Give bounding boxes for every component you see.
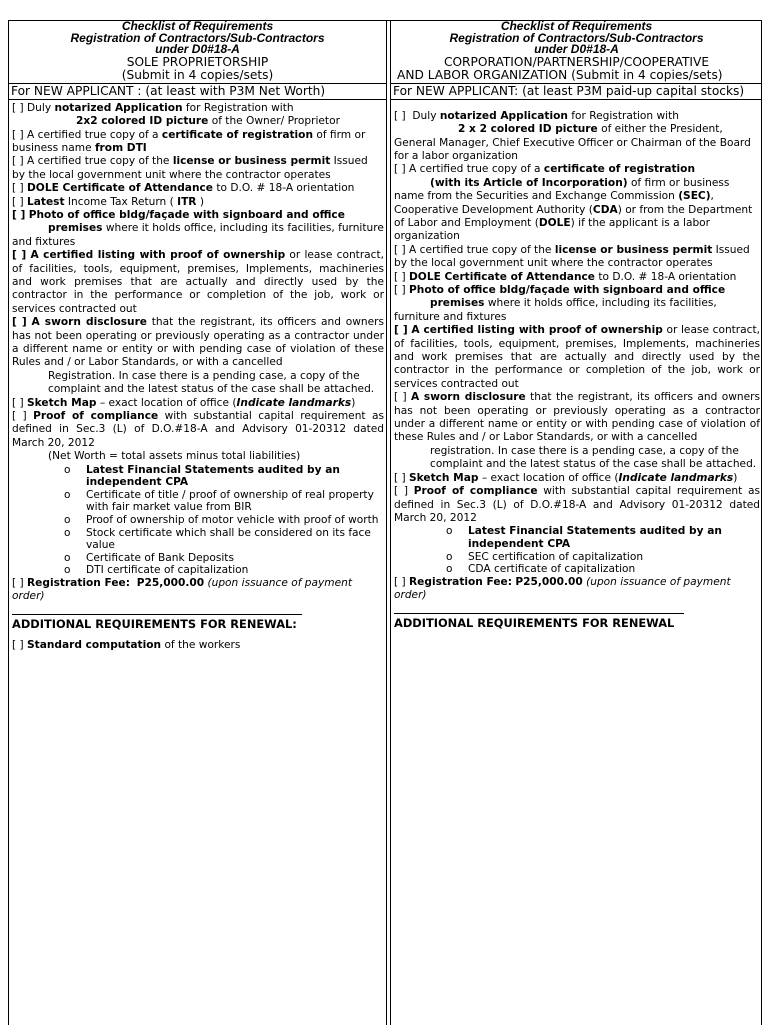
list-item [394, 525, 760, 550]
sole-proprietorship-column [9, 21, 387, 1025]
text: to D.O. # 18-A orientation [212, 182, 355, 195]
requirement-notarized-application [12, 102, 384, 129]
text-bold: premises [430, 297, 485, 310]
right-new-applicant-heading: For NEW APPLICANT: (at least P3M paid-up capital stocks) [391, 84, 762, 99]
left-title [9, 56, 386, 85]
text-bold: CDA [592, 203, 618, 216]
text-bold: license or business permit [554, 243, 713, 256]
text: ) [733, 471, 738, 484]
text: Proof of ownership of motor vehicle with proof of worth [86, 514, 379, 527]
text-bold: license or business permit [172, 155, 331, 168]
net-worth-note: (Net Worth = total assets minus total liabilities) [48, 450, 301, 463]
checkbox[interactable]: [ ] [12, 101, 24, 114]
list-item [12, 527, 384, 552]
left-proof-sublist [12, 464, 384, 577]
text-bold: A sworn disclosure [31, 316, 147, 329]
checkbox[interactable]: [ ] [394, 575, 406, 588]
text: where it holds office, including its facilities, furniture and fixtures [12, 222, 384, 248]
text: CDA certificate of capitalization [468, 563, 636, 576]
right-title [391, 56, 762, 85]
left-new-applicant-heading: For NEW APPLICANT : (at least with P3M Net Worth) [9, 84, 386, 99]
text: to D.O. # 18-A orientation [594, 270, 737, 283]
text-bold: DOLE Certificate of Attendance [409, 270, 595, 283]
text-italic: (upon issuance of payment order) [394, 575, 731, 602]
text-bold: A certified listing with proof of ownership [411, 324, 663, 337]
text-bold: Sketch Map [27, 396, 97, 409]
right-header [391, 21, 762, 56]
text: that the registrant, its officers and owners has not been operating or previously operating as a contractor under a different name or entity or with pending case of violation of these Rules and / or Labor Standards, or with a cancelled [394, 391, 760, 444]
text: – exact location of office ( [478, 471, 619, 484]
checkbox[interactable]: [ ] [12, 396, 24, 409]
requirement-sketch-map [12, 397, 384, 410]
text: of firm or business name [12, 128, 366, 154]
list-item [12, 552, 384, 565]
text-bold: notarized Application [439, 109, 568, 122]
text-bold: Photo of office bldg/façade with signboard and office [409, 284, 726, 296]
bullet: o [446, 550, 453, 563]
bullet: o [446, 563, 453, 576]
text: Issued by the local government unit where the contractor operates [12, 155, 368, 181]
text: Stock certificate which shall be considered on its face value [86, 526, 371, 552]
checkbox[interactable]: [ ] [12, 155, 24, 168]
corporation-column [390, 21, 762, 1025]
text-bold: Registration Fee: [409, 575, 512, 588]
text: A certified true copy of the [27, 155, 173, 168]
checkbox[interactable]: [ ] [12, 182, 24, 195]
text-bold-italic: Indicate landmarks [236, 396, 352, 409]
text: Duly [27, 101, 55, 114]
text: , Cooperative Development Authority ( [394, 190, 714, 216]
text: for Registration with [567, 109, 679, 122]
requirement-sec-certificate [394, 163, 760, 243]
checkbox[interactable]: [ ] [394, 163, 406, 176]
requirement-sworn-disclosure-note: registration. In case there is a pending case, a copy of the complaint and the latest status of the case shall be attached. [430, 444, 757, 471]
text-bold: Proof of compliance [413, 485, 538, 498]
text: or lease contract, of facilities, tools, equipment, premises, Implements, machineries and work premises that are actually and directly used by the contractor in the performance or completion of the job, work or services contracted out [394, 324, 760, 390]
left-requirements-list [9, 100, 386, 653]
checkbox[interactable]: [ ] [12, 195, 24, 208]
text-bold: ITR [177, 195, 197, 208]
header-line: Checklist of Requirements [500, 21, 653, 33]
divider [394, 613, 684, 614]
header-line: Registration of Contractors/Sub-Contractors [70, 30, 325, 45]
requirement-registration-fee [12, 577, 384, 604]
text: A certified true copy of a [409, 163, 544, 176]
checkbox[interactable]: [ ] [394, 243, 406, 256]
text: or lease contract, of facilities, tools, equipment, premises, Implements, machineries and work premises that are actually and directly used by the contractor in the performance or completion of the job, work or services contracted out [12, 249, 385, 315]
bullet: o [64, 488, 71, 501]
text: of firm or business name from the Securities and Exchange Commission [394, 176, 730, 203]
bullet: o [64, 526, 71, 539]
renewal-heading: ADDITIONAL REQUIREMENTS FOR RENEWAL: [12, 616, 297, 631]
bullet: o [64, 564, 71, 577]
text: DTI certificate of capitalization [86, 564, 249, 577]
checkbox[interactable]: [ ] [394, 485, 409, 498]
checkbox[interactable]: [ ] [12, 577, 24, 590]
text-bold: Standard computation [27, 639, 162, 652]
header-line: under D0#18-A [534, 42, 619, 56]
requirement-proof-of-compliance [12, 410, 384, 450]
requirement-dole-certificate [394, 271, 760, 284]
requirement-registration-fee [394, 576, 760, 603]
text-bold: Registration Fee: [27, 577, 130, 590]
checkbox[interactable]: [ ] [394, 270, 406, 283]
text: A certified true copy of the [409, 243, 555, 256]
title-line: CORPORATION/PARTNERSHIP/COOPERATIVE [443, 54, 710, 69]
bullet: o [64, 551, 71, 564]
text-bold: premises [48, 222, 103, 235]
text: of the Owner/ Proprietor [208, 115, 340, 128]
bullet: o [446, 525, 453, 538]
text-bold: A certified listing with proof of ownership [30, 249, 286, 262]
text-italic: (upon issuance of payment order) [12, 577, 353, 603]
requirement-notarized-application [394, 110, 760, 164]
renewal-heading: ADDITIONAL REQUIREMENTS FOR RENEWAL [394, 615, 675, 630]
left-header [9, 21, 386, 56]
text: Certificate of Bank Deposits [86, 551, 234, 564]
text: with substantial capital requirement as defined in Sec.3 (L) of D.O.#18-A and Advisory 01-20312 dated March 20, 2012 [12, 410, 384, 449]
fee-amount: P25,000.00 [515, 575, 583, 588]
list-item [12, 564, 384, 577]
list-item [12, 514, 384, 527]
title-line: SOLE PROPRIETORSHIP [126, 54, 269, 69]
text-bold: Latest Financial Statements audited by an independent CPA [468, 525, 722, 550]
checkbox[interactable]: [ ] [12, 128, 24, 141]
text-bold: DOLE Certificate of Attendance [27, 182, 213, 195]
text: ) if the applicant is a labor organization [394, 216, 710, 243]
header-line: under D0#18-A [155, 42, 240, 56]
text-bold: A sworn disclosure [411, 391, 526, 404]
checkbox[interactable]: [ ] [394, 391, 407, 404]
divider [12, 614, 302, 615]
requirement-license-permit [12, 155, 384, 182]
checkbox[interactable]: [ ] [394, 284, 406, 296]
requirement-dole-certificate [12, 182, 384, 195]
requirement-sworn-disclosure-note: Registration. In case there is a pending case, a copy of the complaint and the latest status of the case shall be attached. [48, 369, 375, 396]
requirement-itr [12, 196, 384, 209]
text: Income Tax Return ( [64, 195, 178, 208]
checkbox[interactable]: [ ] [394, 324, 408, 337]
text: SEC certification of capitalization [468, 550, 644, 563]
fee-amount: P25,000.00 [136, 577, 205, 590]
text-bold: certificate of registration [161, 128, 313, 141]
text-bold: from DTI [94, 141, 147, 154]
text-bold: Photo of office bldg/façade with signboard and office [28, 208, 345, 221]
requirement-dti-certificate [12, 129, 384, 156]
text-bold: Proof of compliance [33, 410, 159, 423]
requirement-sworn-disclosure [12, 316, 384, 370]
title-line: (Submit in 4 copies/sets) [121, 67, 274, 82]
checkbox[interactable]: [ ] [12, 208, 26, 221]
checkbox[interactable]: [ ] [394, 471, 406, 484]
checkbox[interactable]: [ ] [12, 316, 27, 329]
right-requirements-list [391, 100, 762, 630]
text-bold: Latest [27, 195, 65, 208]
checkbox[interactable]: [ ] [12, 410, 27, 423]
text: ) or from the Department of Labor and Employment ( [394, 203, 753, 229]
requirement-sworn-disclosure [394, 391, 760, 445]
text: A certified true copy of a [27, 128, 162, 141]
text-bold: Latest Financial Statements audited by an independent CPA [86, 463, 340, 489]
requirement-office-photo [12, 209, 384, 249]
checkbox[interactable]: [ ] [12, 249, 27, 262]
text-bold-italic: Indicate landmarks [618, 471, 734, 484]
header-line: Checklist of Requirements [121, 21, 274, 33]
text: that the registrant, its officers and owners has not been operating or previously operating as a contractor under a different name or entity or with pending case of violation of these Rules and / or Labor Standards, or with a cancelled [12, 316, 384, 369]
text: for Registration with [182, 101, 294, 114]
text: – exact location of office ( [96, 396, 237, 409]
text-bold: certificate of registration [543, 163, 695, 176]
text-bold: notarized Application [54, 101, 183, 114]
list-item [12, 464, 384, 489]
list-item [394, 551, 760, 564]
text: of the workers [161, 639, 241, 652]
text-bold: (with its Article of Incorporation) [430, 176, 628, 189]
requirement-standard-computation [12, 639, 384, 652]
text: of either the President, General Manager, Chief Executive Officer or Chairman of the Board for a labor organization [394, 123, 751, 162]
text-bold: 2x2 colored ID picture [76, 115, 209, 128]
checkbox[interactable]: [ ] [394, 109, 406, 122]
requirement-license-permit [394, 244, 760, 271]
requirement-sketch-map [394, 472, 760, 485]
requirement-certified-listing [394, 324, 760, 391]
text-bold: (SEC) [678, 190, 711, 203]
text-bold: 2 x 2 colored ID picture [458, 123, 598, 136]
header-line: Registration of Contractors/Sub-Contractors [449, 30, 704, 45]
requirement-certified-listing [12, 249, 384, 316]
text: ) [351, 396, 356, 409]
requirement-proof-of-compliance [394, 485, 760, 525]
title-line: AND LABOR ORGANIZATION (Submit in 4 copies/sets) [397, 67, 723, 82]
text-bold: Sketch Map [409, 471, 479, 484]
checkbox[interactable]: [ ] [12, 639, 24, 652]
list-item [394, 563, 760, 576]
right-proof-sublist [394, 525, 760, 575]
text: where it holds office, including its facilities, furniture and fixtures [394, 297, 717, 323]
text: ) [196, 195, 204, 208]
text: Issued by the local government unit where the contractor operates [394, 243, 750, 270]
bullet: o [64, 463, 71, 476]
text: with substantial capital requirement as defined in Sec.3 (L) of D.O.#18-A and Advisory 01-20312 dated March 20, 2012 [394, 485, 761, 524]
text-bold: DOLE [538, 216, 571, 229]
text: Duly [412, 109, 440, 122]
text: Certificate of title / proof of ownership of real property with fair market value from BIR [86, 488, 374, 514]
bullet: o [64, 514, 71, 527]
requirement-office-photo [394, 284, 760, 324]
checklist-sheet [8, 20, 762, 1025]
list-item [12, 489, 384, 514]
